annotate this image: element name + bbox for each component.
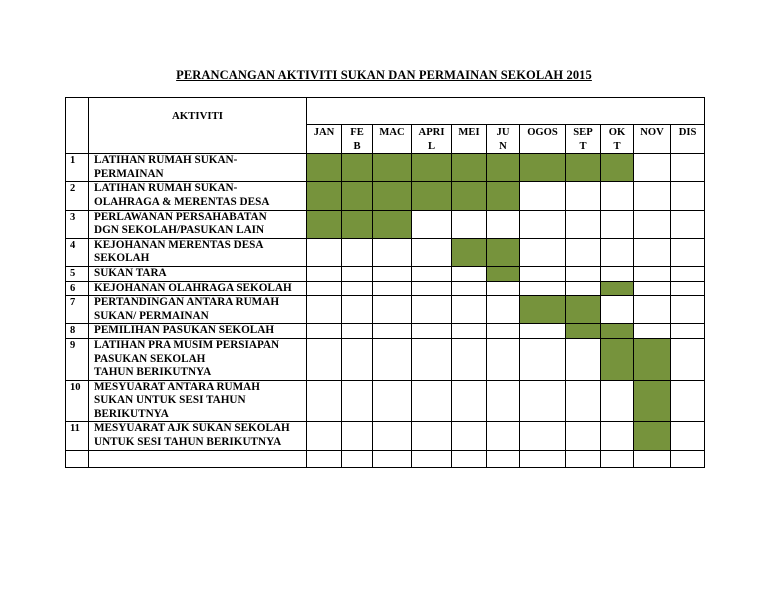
empty-month-cell [373,422,412,450]
empty-month-cell [487,450,520,467]
empty-month-cell [671,338,705,380]
empty-month-cell [566,182,601,210]
empty-month-cell [671,182,705,210]
empty-month-cell [412,422,452,450]
scheduled-month-cell [373,182,412,210]
empty-month-cell [412,210,452,238]
empty-month-cell [634,154,671,182]
empty-month-cell [520,182,566,210]
empty-month-cell [452,281,487,296]
empty-month-cell [634,296,671,324]
empty-month-cell [487,210,520,238]
scheduled-month-cell [452,238,487,266]
scheduled-month-cell [412,154,452,182]
empty-month-cell [566,281,601,296]
empty-month-cell [671,324,705,339]
empty-month-cell [566,210,601,238]
document-title: PERANCANGAN AKTIVITI SUKAN DAN PERMAINAN SEKOLAH 2015 [176,68,592,82]
activity-name: LATIHAN RUMAH SUKAN- OLAHRAGA & MERENTAS DESA [89,182,307,210]
month-header-3: APRI L [412,125,452,154]
empty-month-cell [342,450,373,467]
activity-row [66,450,705,467]
month-header-7: SEP T [566,125,601,154]
empty-month-cell [601,238,634,266]
empty-month-cell [373,338,412,380]
empty-month-cell [342,238,373,266]
row-number [66,450,89,467]
header-number-cell [66,98,89,154]
empty-month-cell [342,324,373,339]
empty-month-cell [634,210,671,238]
scheduled-month-cell [487,182,520,210]
empty-month-cell [520,380,566,422]
empty-month-cell [373,324,412,339]
month-header-6: OGOS [520,125,566,154]
empty-month-cell [601,182,634,210]
empty-month-cell [452,210,487,238]
empty-month-cell [342,380,373,422]
empty-month-cell [307,338,342,380]
empty-month-cell [307,450,342,467]
scheduled-month-cell [520,296,566,324]
empty-month-cell [412,266,452,281]
empty-month-cell [671,154,705,182]
empty-month-cell [634,281,671,296]
empty-month-cell [307,324,342,339]
empty-month-cell [452,266,487,281]
row-number: 11 [66,422,89,450]
scheduled-month-cell [634,338,671,380]
empty-month-cell [566,422,601,450]
empty-month-cell [601,450,634,467]
empty-month-cell [342,281,373,296]
empty-month-cell [412,324,452,339]
scheduled-month-cell [342,154,373,182]
empty-month-cell [487,296,520,324]
activity-name: LATIHAN PRA MUSIM PERSIAPAN PASUKAN SEKOLAH TAHUN BERIKUTNYA [89,338,307,380]
empty-month-cell [412,450,452,467]
empty-month-cell [452,296,487,324]
empty-month-cell [412,238,452,266]
activity-name: KEJOHANAN MERENTAS DESA SEKOLAH [89,238,307,266]
scheduled-month-cell [342,210,373,238]
activity-row [66,281,705,296]
scheduled-month-cell [307,182,342,210]
empty-month-cell [520,238,566,266]
empty-month-cell [671,210,705,238]
empty-month-cell [634,324,671,339]
empty-month-cell [601,422,634,450]
scheduled-month-cell [452,182,487,210]
empty-month-cell [307,422,342,450]
empty-month-cell [520,266,566,281]
scheduled-month-cell [373,154,412,182]
scheduled-month-cell [634,422,671,450]
empty-month-cell [634,182,671,210]
empty-month-cell [452,422,487,450]
row-number: 3 [66,210,89,238]
empty-month-cell [342,338,373,380]
empty-month-cell [671,238,705,266]
empty-month-cell [307,281,342,296]
empty-month-cell [634,450,671,467]
empty-month-cell [452,450,487,467]
empty-month-cell [671,450,705,467]
activity-name: MESYUARAT AJK SUKAN SEKOLAH UNTUK SESI TAHUN BERIKUTNYA [89,422,307,450]
empty-month-cell [307,380,342,422]
empty-month-cell [452,338,487,380]
scheduled-month-cell [566,296,601,324]
empty-month-cell [634,266,671,281]
row-number: 8 [66,324,89,339]
scheduled-month-cell [487,154,520,182]
activity-schedule-table [65,97,705,468]
activity-row [66,238,705,266]
empty-month-cell [520,210,566,238]
scheduled-month-cell [487,238,520,266]
row-number: 10 [66,380,89,422]
activity-row [66,380,705,422]
activity-name: PERLAWANAN PERSAHABATAN DGN SEKOLAH/PASUKAN LAIN [89,210,307,238]
empty-month-cell [342,266,373,281]
empty-month-cell [487,324,520,339]
empty-month-cell [601,210,634,238]
activity-name: MESYUARAT ANTARA RUMAH SUKAN UNTUK SESI TAHUN BERIKUTNYA [89,380,307,422]
row-number: 6 [66,281,89,296]
empty-month-cell [487,422,520,450]
month-header-1: FE B [342,125,373,154]
scheduled-month-cell [634,380,671,422]
empty-month-cell [671,380,705,422]
empty-month-cell [373,380,412,422]
empty-month-cell [520,324,566,339]
empty-month-cell [566,338,601,380]
empty-month-cell [566,266,601,281]
empty-month-cell [342,296,373,324]
empty-month-cell [373,281,412,296]
empty-month-cell [307,296,342,324]
scheduled-month-cell [373,210,412,238]
header-row-top [66,98,705,125]
activity-row [66,422,705,450]
scheduled-month-cell [566,324,601,339]
activity-row [66,338,705,380]
empty-month-cell [412,281,452,296]
activity-name: PERTANDINGAN ANTARA RUMAH SUKAN/ PERMAINAN [89,296,307,324]
scheduled-month-cell [307,154,342,182]
empty-month-cell [671,266,705,281]
header-activity-label: AKTIVITI [89,98,307,154]
activity-name: PEMILIHAN PASUKAN SEKOLAH [89,324,307,339]
empty-month-cell [307,238,342,266]
empty-month-cell [373,266,412,281]
empty-month-cell [566,238,601,266]
empty-month-cell [601,380,634,422]
activity-name: LATIHAN RUMAH SUKAN- PERMAINAN [89,154,307,182]
row-number: 2 [66,182,89,210]
empty-month-cell [487,281,520,296]
scheduled-month-cell [487,266,520,281]
activity-name: SUKAN TARA [89,266,307,281]
empty-month-cell [412,296,452,324]
scheduled-month-cell [601,154,634,182]
empty-month-cell [373,450,412,467]
activity-name [89,450,307,467]
month-header-2: MAC [373,125,412,154]
empty-month-cell [487,338,520,380]
empty-month-cell [487,380,520,422]
month-header-9: NOV [634,125,671,154]
empty-month-cell [520,450,566,467]
empty-month-cell [412,380,452,422]
month-header-4: MEI [452,125,487,154]
scheduled-month-cell [307,210,342,238]
empty-month-cell [671,422,705,450]
empty-month-cell [342,422,373,450]
empty-month-cell [671,281,705,296]
month-header-5: JU N [487,125,520,154]
empty-month-cell [412,338,452,380]
scheduled-month-cell [601,281,634,296]
activity-row [66,210,705,238]
scheduled-month-cell [520,154,566,182]
empty-month-cell [307,266,342,281]
activity-row [66,182,705,210]
empty-month-cell [566,380,601,422]
month-header-10: DIS [671,125,705,154]
header-month-band [307,98,705,125]
scheduled-month-cell [452,154,487,182]
empty-month-cell [671,296,705,324]
empty-month-cell [520,281,566,296]
row-number: 7 [66,296,89,324]
activity-row [66,266,705,281]
empty-month-cell [601,296,634,324]
row-number: 4 [66,238,89,266]
month-header-8: OK T [601,125,634,154]
activity-row [66,296,705,324]
scheduled-month-cell [566,154,601,182]
activity-row [66,324,705,339]
empty-month-cell [566,450,601,467]
empty-month-cell [452,380,487,422]
activity-name: KEJOHANAN OLAHRAGA SEKOLAH [89,281,307,296]
empty-month-cell [601,266,634,281]
scheduled-month-cell [412,182,452,210]
empty-month-cell [520,338,566,380]
month-header-0: JAN [307,125,342,154]
row-number: 9 [66,338,89,380]
empty-month-cell [452,324,487,339]
row-number: 1 [66,154,89,182]
empty-month-cell [634,238,671,266]
activity-row [66,154,705,182]
empty-month-cell [373,238,412,266]
scheduled-month-cell [342,182,373,210]
row-number: 5 [66,266,89,281]
empty-month-cell [520,422,566,450]
scheduled-month-cell [601,324,634,339]
empty-month-cell [373,296,412,324]
scheduled-month-cell [601,338,634,380]
